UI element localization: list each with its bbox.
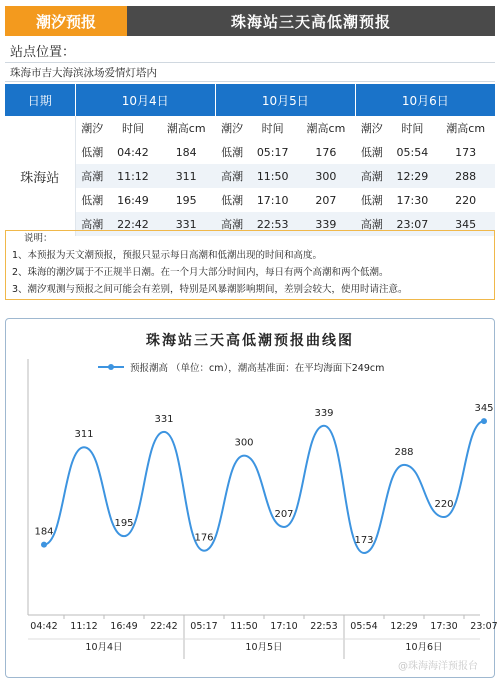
data-label: 173 [354, 535, 374, 547]
date-header: 日期 [5, 84, 75, 116]
x-tick-label: 22:53 [310, 621, 338, 632]
table-cell: 11:12 [109, 164, 157, 188]
table-cell: 176 [315, 145, 337, 159]
table-cell: 11:50 [249, 164, 297, 188]
table-cell: 220 [455, 193, 477, 207]
sub-header: 潮高cm [157, 116, 216, 140]
table-row [5, 140, 495, 164]
data-label: 331 [154, 413, 174, 425]
table-cell: 195 [175, 193, 197, 207]
x-tick-label: 16:49 [110, 621, 138, 632]
table-cell: 04:42 [117, 145, 149, 159]
sub-header: 潮高cm [297, 116, 356, 140]
x-tick-label: 11:50 [230, 621, 258, 632]
sub-header: 潮高cm [436, 116, 495, 140]
table-cell: 低潮 [81, 146, 104, 159]
sub-header: 潮汐 [355, 116, 388, 140]
table-cell: 高潮 [355, 164, 388, 188]
data-point [41, 542, 47, 548]
data-label: 288 [394, 446, 414, 458]
x-tick-label: 17:10 [270, 621, 298, 632]
table-cell: 低潮 [360, 194, 383, 207]
header-bar [5, 6, 495, 36]
data-label: 176 [194, 532, 214, 544]
table-cell: 173 [455, 145, 477, 159]
group-label: 10月5日 [245, 642, 283, 653]
sub-header: 潮汐 [215, 116, 248, 140]
x-tick-label: 11:12 [70, 621, 98, 632]
table-cell: 低潮 [360, 146, 383, 159]
table-cell: 05:17 [256, 145, 289, 159]
group-label: 10月4日 [85, 642, 123, 653]
table-cell: 17:10 [256, 193, 289, 207]
sub-header: 时间 [109, 116, 157, 140]
table-cell: 331 [157, 212, 216, 236]
sub-header: 时间 [388, 116, 436, 140]
data-label: 300 [234, 437, 254, 449]
tide-table [5, 84, 495, 236]
tide-chart [6, 319, 498, 677]
sub-header: 潮汐 [75, 116, 109, 140]
chart-title: 珠海站三天高低潮预报曲线图 [146, 333, 354, 349]
table-cell: 高潮 [75, 164, 109, 188]
day-header-3: 10月6日 [355, 84, 495, 116]
group-label: 10月6日 [405, 642, 443, 653]
x-tick-label: 04:42 [30, 621, 58, 632]
data-label: 195 [114, 518, 134, 530]
page-title: 珠海站三天高低潮预报 [127, 6, 495, 36]
x-tick-label: 23:07 [470, 621, 498, 632]
watermark: @珠海海洋预报台 [398, 661, 478, 672]
note-line-3: 3、潮汐观测与预报之间可能会有差别，特别是风暴潮影响期间，差别会较大，使用时请注意。 [12, 284, 408, 295]
table-cell: 22:42 [109, 212, 157, 236]
data-label: 311 [74, 429, 94, 441]
table-cell: 12:29 [388, 164, 436, 188]
data-label: 220 [434, 499, 454, 510]
legend-marker [108, 364, 114, 370]
x-tick-label: 22:42 [150, 621, 178, 632]
table-cell: 22:53 [249, 212, 297, 236]
table-cell: 339 [297, 212, 356, 236]
notes-box [5, 230, 495, 300]
x-tick-label: 05:54 [350, 621, 378, 632]
table-cell: 184 [175, 145, 197, 159]
table-cell: 311 [157, 164, 216, 188]
table-row [5, 188, 495, 212]
table-cell: 05:54 [396, 145, 429, 159]
data-label: 184 [34, 526, 54, 538]
site-address: 珠海市吉大海滨泳场爱情灯塔内 [5, 62, 495, 82]
table-cell: 高潮 [215, 212, 248, 236]
table-cell: 低潮 [221, 146, 244, 159]
site-location-label: 站点位置： [10, 45, 76, 60]
day-header-1: 10月4日 [75, 84, 215, 116]
chart-container [5, 318, 498, 678]
day-header-2: 10月5日 [215, 84, 355, 116]
table-cell: 高潮 [75, 212, 109, 236]
x-tick-label: 05:17 [190, 621, 218, 632]
data-label: 345 [474, 403, 494, 415]
table-cell: 345 [436, 212, 495, 236]
series-line [44, 421, 484, 553]
table-row [5, 164, 495, 188]
table-cell: 288 [436, 164, 495, 188]
sub-header: 时间 [249, 116, 297, 140]
data-label: 207 [274, 508, 294, 520]
table-cell: 低潮 [221, 194, 244, 207]
notes-title: 说明： [24, 233, 53, 244]
note-line-1: 1、本预报为天文潮预报，预报只显示每日高潮和低潮出现的时间和高度。 [12, 250, 323, 261]
x-tick-label: 17:30 [430, 621, 458, 632]
note-line-2: 2、珠海的潮汐属于不正规半日潮。在一个月大部分时间内，每日有两个高潮和两个低潮。 [12, 267, 389, 278]
table-cell: 207 [315, 193, 337, 207]
legend-text: 预报潮高 （单位：cm），潮高基准面：在平均海面下249cm [130, 363, 385, 374]
table-cell: 高潮 [355, 212, 388, 236]
table-cell: 17:30 [396, 193, 429, 207]
header-tag: 潮汐预报 [5, 6, 127, 36]
data-label: 339 [314, 407, 334, 419]
table-cell: 23:07 [388, 212, 436, 236]
table-cell: 300 [297, 164, 356, 188]
x-tick-label: 12:29 [390, 621, 418, 632]
station-name: 珠海站 [5, 116, 75, 236]
table-cell: 高潮 [215, 164, 248, 188]
table-cell: 低潮 [81, 194, 104, 207]
data-point [481, 418, 487, 424]
table-cell: 16:49 [117, 193, 149, 207]
